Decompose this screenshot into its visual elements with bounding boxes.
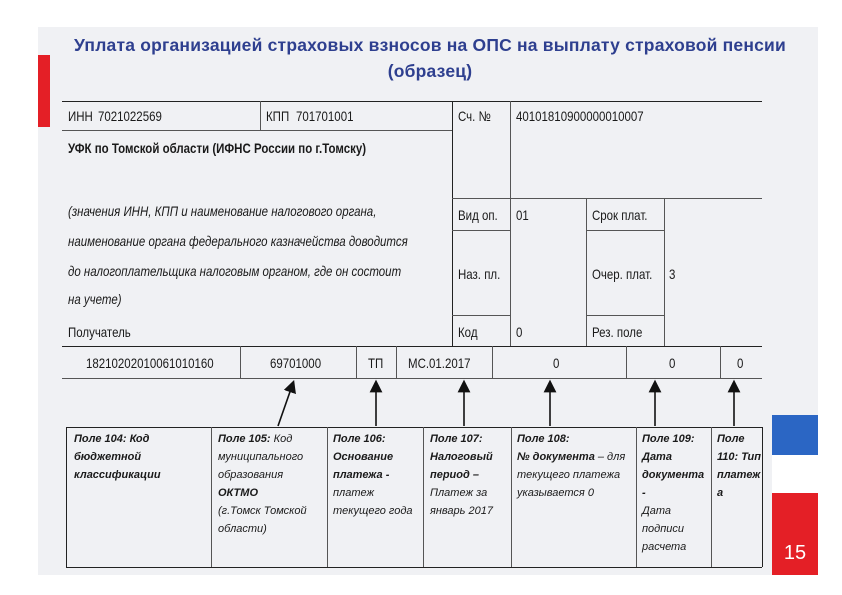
account-value: 40101810900000010007 <box>516 108 644 124</box>
legend-field-108: Поле 108: № документа – для текущего платежа указывается 0 <box>517 433 626 499</box>
note-line-4: на учете) <box>68 291 122 307</box>
vid-op-value: 01 <box>516 207 529 223</box>
field-107-period: МС.01.2017 <box>408 355 471 371</box>
ocher-plat-value: 3 <box>669 266 676 282</box>
legend-field-109: Поле 109: Дата документа - Дата подписи расчета <box>642 433 705 553</box>
account-label: Сч. № <box>458 108 491 124</box>
field-108-doc-number: 0 <box>553 355 560 371</box>
recipient-name: УФК по Томской области (ИФНС России по г.Томску) <box>68 140 367 156</box>
field-104-kbk: 18210202010061010160 <box>86 355 214 371</box>
rez-pole-label: Рез. поле <box>592 324 643 340</box>
field-110-payment-type: 0 <box>737 355 744 371</box>
inn-value: 7021022569 <box>98 108 162 124</box>
legend-field-105: Поле 105: Код муниципального образования ОКТМО (г.Томск Томской области) <box>218 433 307 535</box>
note-line-1: (значения ИНН, КПП и наименование налогового органа, <box>68 203 377 219</box>
srok-plat-label: Срок плат. <box>592 207 648 223</box>
arrow-105 <box>278 386 292 426</box>
legend-field-104: Поле 104: Код бюджетной классификации <box>74 433 161 481</box>
kod-label: Код <box>458 324 478 340</box>
page-number: 15 <box>772 531 818 575</box>
kod-value: 0 <box>516 324 523 340</box>
kpp-value: 701701001 <box>296 108 354 124</box>
legend-field-110: Поле 110: Тип платеж а <box>717 433 761 499</box>
legend-field-106: Поле 106: Основание платежа - платеж текущего года <box>333 433 413 517</box>
field-106-basis: ТП <box>368 355 384 371</box>
naz-pl-label: Наз. пл. <box>458 266 501 282</box>
kpp-label: КПП <box>266 108 290 124</box>
vid-op-label: Вид оп. <box>458 207 498 223</box>
page-title: Уплата организацией страховых взносов на ОПС на выплату страховой пенсии (образец) <box>74 35 786 81</box>
recipient-label: Получатель <box>68 324 131 340</box>
field-109-doc-date: 0 <box>669 355 676 371</box>
note-line-3: до налогоплательщика налоговым органом, где он состоит <box>68 263 402 279</box>
field-105-oktmo: 69701000 <box>270 355 322 371</box>
inn-label: ИНН <box>68 108 93 124</box>
note-line-2: наименование органа федерального казначейства доводится <box>68 233 408 249</box>
ocher-plat-label: Очер. плат. <box>592 266 653 282</box>
legend-field-107: Поле 107: Налоговый период – Платеж за январь 2017 <box>430 433 493 517</box>
